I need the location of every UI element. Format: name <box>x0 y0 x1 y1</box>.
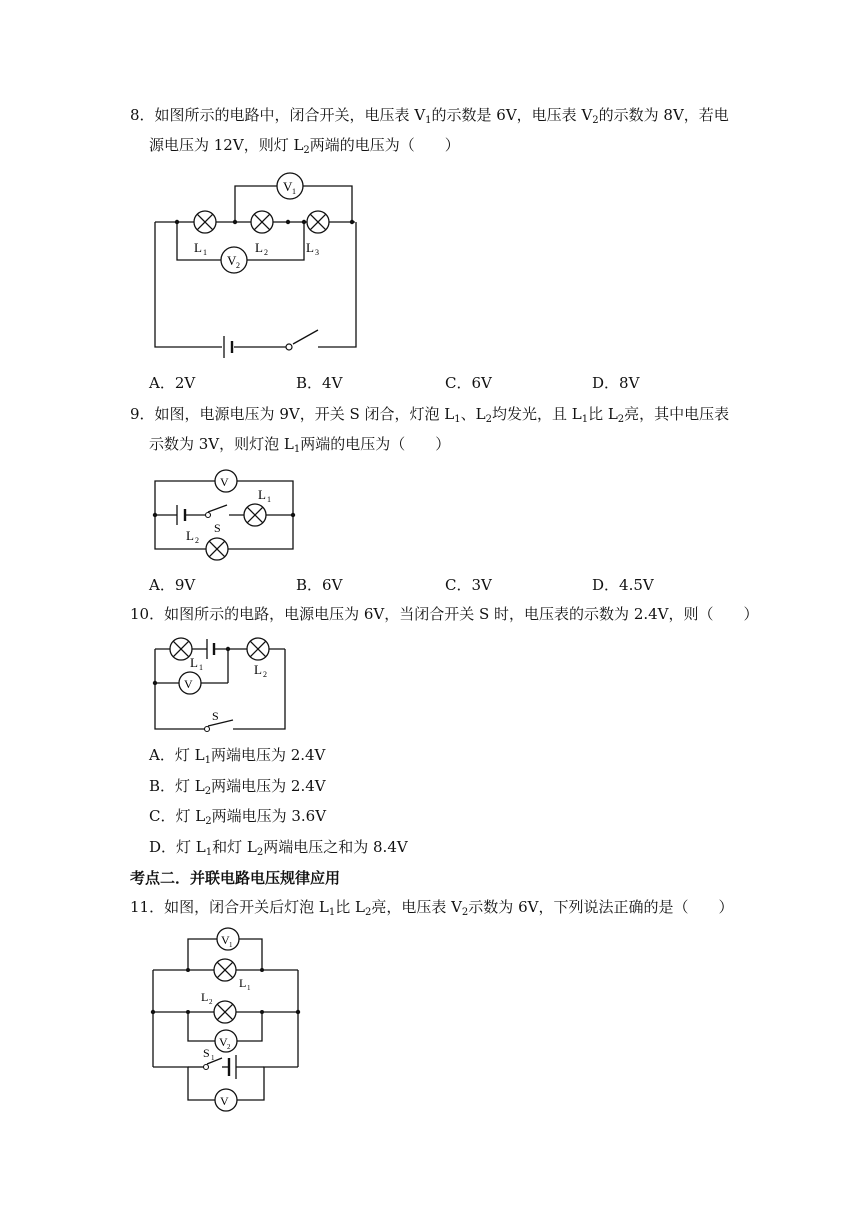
q10-option-d[interactable]: D．灯 $L_1$和灯 $L_2$两端电压之和为 8.4V <box>149 838 408 858</box>
svg-text:L: L <box>306 240 314 255</box>
svg-text:V: V <box>220 1094 229 1108</box>
q11-lamp-l2 <box>214 1001 236 1023</box>
svg-text:L: L <box>239 976 247 990</box>
q10-number: 10． <box>130 605 165 623</box>
q9-option-b[interactable]: B．6V <box>296 576 343 594</box>
q8-line1: 8．如图所示的电路中，闭合开关，电压表 $V_1$的示数是 6V，电压表 $V_2$的示数为 8V，若电 <box>130 106 729 126</box>
svg-text:L: L <box>186 528 194 543</box>
svg-text:2: 2 <box>209 998 213 1006</box>
svg-text:1: 1 <box>211 1054 215 1062</box>
svg-text:L: L <box>258 487 266 502</box>
q11-switch-pivot <box>204 1065 209 1070</box>
svg-text:L: L <box>190 655 198 670</box>
svg-text:S: S <box>212 709 219 723</box>
svg-text:S: S <box>203 1046 210 1060</box>
q8-option-d[interactable]: D．8V <box>592 374 640 392</box>
section-heading: 考点二．并联电路电压规律应用 <box>130 869 341 887</box>
q9-option-d[interactable]: D．4.5V <box>592 576 654 594</box>
svg-text:V: V <box>283 179 293 194</box>
q10-option-b[interactable]: B．灯 $L_2$两端电压为 2.4V <box>149 777 326 797</box>
svg-text:2: 2 <box>264 248 268 257</box>
q9-line1: 9．如图，电源电压为 9V，开关 S 闭合，灯泡 $L_1$、$L_2$均发光，且 $L_1$比 $L_2$亮，其中电压表 <box>130 405 730 425</box>
svg-text:1: 1 <box>267 495 271 504</box>
svg-text:2: 2 <box>236 261 240 270</box>
q9-option-a[interactable]: A．9V <box>149 576 196 594</box>
q8-option-a[interactable]: A．2V <box>149 374 196 392</box>
svg-text:3: 3 <box>315 248 319 257</box>
q11-voltmeter-v1 <box>217 928 239 950</box>
q10-option-a[interactable]: A．灯 $L_1$两端电压为 2.4V <box>149 746 326 766</box>
q8-option-c[interactable]: C．6V <box>445 374 492 392</box>
svg-text:1: 1 <box>229 941 233 949</box>
q9-option-c[interactable]: C．3V <box>445 576 492 594</box>
q9-line2: 示数为 3V，则灯泡 $L_1$两端的电压为（ ） <box>149 435 451 455</box>
q11-number: 11． <box>130 898 165 916</box>
svg-text:V: V <box>227 253 237 268</box>
svg-text:L: L <box>194 240 202 255</box>
q11-battery <box>229 1055 236 1079</box>
q11-voltmeter-v2 <box>215 1030 237 1052</box>
svg-text:1: 1 <box>203 248 207 257</box>
svg-text:1: 1 <box>199 663 203 672</box>
svg-text:1: 1 <box>292 187 296 196</box>
svg-text:2: 2 <box>263 670 267 679</box>
q8-option-b[interactable]: B．4V <box>296 374 343 392</box>
svg-text:V: V <box>184 677 193 691</box>
svg-text:L: L <box>255 240 263 255</box>
q11-line1: 11．如图，闭合开关后灯泡 $L_1$比 $L_2$亮，电压表 $V_2$示数为 6V，下列说法正确的是（ ） <box>130 898 734 918</box>
svg-text:2: 2 <box>227 1043 231 1051</box>
svg-text:V: V <box>221 933 230 947</box>
svg-text:L: L <box>254 662 262 677</box>
svg-text:V: V <box>219 1035 228 1049</box>
q8-line2: 源电压为 12V，则灯 $L_2$两端的电压为（ ） <box>149 136 460 156</box>
svg-text:L: L <box>201 990 209 1004</box>
svg-text:S: S <box>214 521 221 535</box>
svg-text:V: V <box>220 475 229 489</box>
q10-line1: 10．如图所示的电路，电源电压为 6V，当闭合开关 S 时，电压表的示数为 2.4V，则（ ） <box>130 605 759 623</box>
q11-voltmeter-v <box>215 1089 237 1111</box>
q8-number: 8． <box>130 106 155 124</box>
q9-number: 9． <box>130 405 155 423</box>
q10-option-c[interactable]: C．灯 $L_2$两端电压为 3.6V <box>149 807 327 827</box>
svg-text:1: 1 <box>247 984 251 992</box>
q11-lamp-l1 <box>214 959 236 981</box>
svg-text:2: 2 <box>195 536 199 545</box>
